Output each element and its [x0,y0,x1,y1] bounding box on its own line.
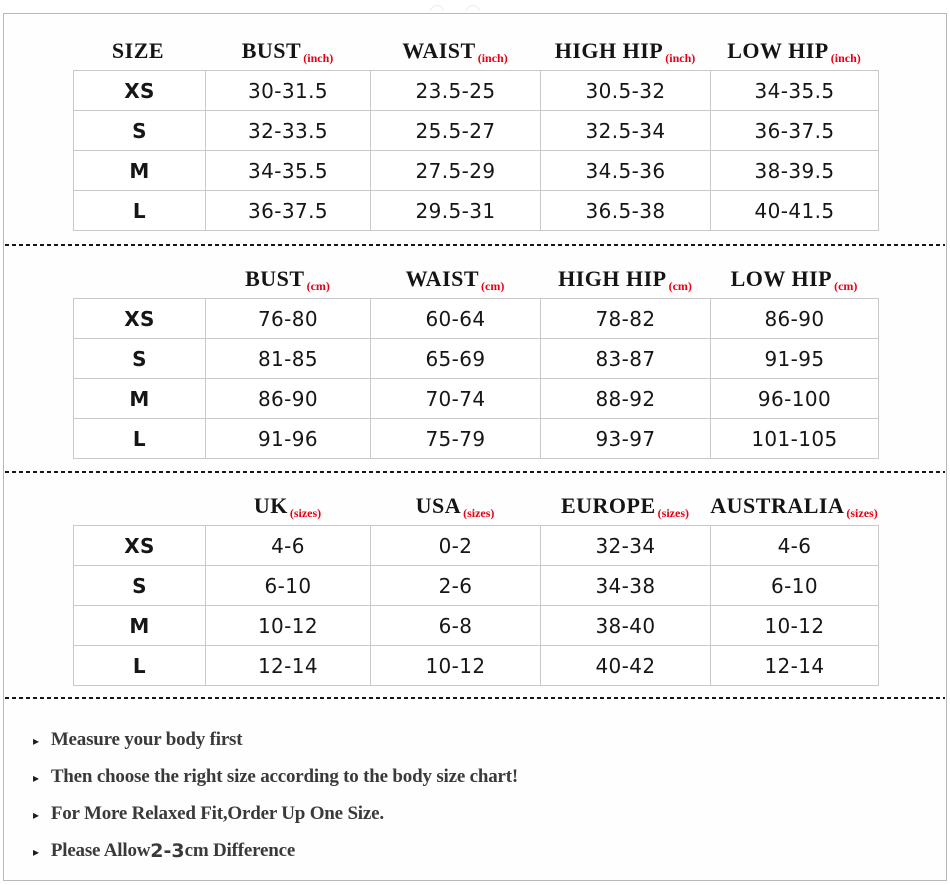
value-cell: 34.5-36 [541,151,711,191]
note-text: Then choose the right size according to the body size chart! [50,765,518,787]
table-row-l [74,646,879,686]
note-measure-first [33,721,878,758]
header-label: BUST [245,266,305,291]
value-cell: 36-37.5 [711,111,879,151]
table-row-s [74,339,879,379]
value-cell: 83-87 [541,339,711,379]
value-cell: 96-100 [711,379,879,419]
column-header-size [73,40,205,62]
value-cell: 6-8 [371,606,541,646]
value-cell: 38-39.5 [711,151,879,191]
note-text: Please Allow [50,839,151,861]
size-chart-frame [3,13,947,881]
size-cell: M [74,151,206,191]
column-header-usa [370,493,540,520]
value-cell: 88-92 [541,379,711,419]
value-cell: 81-85 [206,339,371,379]
section-body-size-inch [73,30,878,231]
value-cell: 38-40 [541,606,711,646]
column-header-bust-inch [205,38,370,65]
header-label: LOW HIP [730,266,833,291]
column-header-waist-inch [370,38,540,65]
header-unit: (cm) [481,279,505,293]
value-cell: 0-2 [371,526,541,566]
header-label: HIGH HIP [554,38,664,63]
header-unit: (cm) [306,279,330,293]
table-row-l [74,419,879,459]
note-highlight: 2-3 [150,839,185,862]
value-cell: 23.5-25 [371,71,541,111]
column-header-bust-cm [205,266,370,293]
dashed-divider [5,471,945,473]
header-unit: (cm) [668,279,692,293]
header-label: BUST [241,38,302,63]
header-label: AUSTRALIA [710,493,845,518]
dashed-divider [5,244,945,246]
header-unit: (sizes) [289,506,322,520]
size-cell: S [74,111,206,151]
column-header-high-hip-inch [540,38,710,65]
note-choose-size [33,758,878,795]
size-cell: M [74,379,206,419]
value-cell: 40-42 [541,646,711,686]
value-cell: 12-14 [206,646,371,686]
triangle-bullet-icon: ▸ [33,770,39,785]
value-cell: 34-35.5 [206,151,371,191]
size-cell: L [74,191,206,231]
value-cell: 4-6 [206,526,371,566]
table-row-xs [74,71,879,111]
value-cell: 30.5-32 [541,71,711,111]
size-cell: S [74,339,206,379]
header-label: LOW HIP [727,38,829,63]
table-row-s [74,566,879,606]
size-cell: M [74,606,206,646]
header-unit: (sizes) [846,506,878,520]
value-cell: 76-80 [206,299,371,339]
size-cell: XS [74,299,206,339]
value-cell: 86-90 [711,299,879,339]
value-cell: 93-97 [541,419,711,459]
note-relaxed-fit [33,795,878,832]
value-cell: 32-34 [541,526,711,566]
table-row-m [74,151,879,191]
size-cell: S [74,566,206,606]
header-unit: (sizes) [463,506,495,520]
value-cell: 70-74 [371,379,541,419]
value-cell: 10-12 [711,606,879,646]
header-unit: (inch) [830,51,861,65]
triangle-bullet-icon: ▸ [33,807,39,822]
size-cell: XS [74,526,206,566]
size-table-international [73,525,879,686]
value-cell: 86-90 [206,379,371,419]
value-cell: 75-79 [371,419,541,459]
note-text: Measure your body first [50,728,243,750]
header-unit: (inch) [477,51,508,65]
note-text: cm Difference [184,839,296,861]
value-cell: 32.5-34 [541,111,711,151]
value-cell: 34-38 [541,566,711,606]
notes-list [33,721,878,869]
header-unit: (sizes) [657,506,689,520]
size-cell: XS [74,71,206,111]
size-table-inch [73,70,879,231]
value-cell: 10-12 [371,646,541,686]
value-cell: 60-64 [371,299,541,339]
note-text: For More Relaxed Fit,Order Up One Size. [50,802,384,824]
header-label: SIZE [111,38,165,63]
value-cell: 32-33.5 [206,111,371,151]
column-header-low-hip-inch [710,38,878,65]
size-cell: L [74,419,206,459]
table-row-s [74,111,879,151]
note-difference [33,832,878,869]
value-cell: 6-10 [711,566,879,606]
column-header-low-hip-cm [710,266,878,293]
size-cell: L [74,646,206,686]
column-header-waist-cm [370,266,540,293]
section-body-size-cm [73,258,878,459]
column-header-high-hip-cm [540,266,710,293]
header-unit: (inch) [665,51,696,65]
header-label: EUROPE [560,493,656,518]
size-table-cm [73,298,879,459]
column-header-uk [205,493,370,520]
value-cell: 12-14 [711,646,879,686]
value-cell: 4-6 [711,526,879,566]
table-row-xs [74,526,879,566]
value-cell: 91-95 [711,339,879,379]
section-international-sizes [73,485,878,686]
value-cell: 2-6 [371,566,541,606]
triangle-bullet-icon: ▸ [33,733,39,748]
value-cell: 10-12 [206,606,371,646]
header-label: USA [415,493,462,518]
column-header-australia [710,493,878,520]
dashed-divider [5,697,945,699]
value-cell: 91-96 [206,419,371,459]
header-label: HIGH HIP [558,266,667,291]
header-label: WAIST [405,266,480,291]
value-cell: 27.5-29 [371,151,541,191]
table-row-m [74,606,879,646]
header-unit: (cm) [834,279,858,293]
table-row-l [74,191,879,231]
value-cell: 40-41.5 [711,191,879,231]
value-cell: 29.5-31 [371,191,541,231]
value-cell: 65-69 [371,339,541,379]
table-row-xs [74,299,879,339]
header-row-inch [73,30,878,65]
header-row-cm [73,258,878,293]
cropped-top-text [430,2,550,11]
header-unit: (inch) [303,51,334,65]
value-cell: 101-105 [711,419,879,459]
header-row-sizes [73,485,878,520]
value-cell: 78-82 [541,299,711,339]
triangle-bullet-icon: ▸ [33,844,39,859]
header-label: UK [253,493,288,518]
value-cell: 30-31.5 [206,71,371,111]
column-header-europe [540,493,710,520]
value-cell: 25.5-27 [371,111,541,151]
value-cell: 34-35.5 [711,71,879,111]
value-cell: 36-37.5 [206,191,371,231]
header-label: WAIST [402,38,476,63]
table-row-m [74,379,879,419]
value-cell: 6-10 [206,566,371,606]
value-cell: 36.5-38 [541,191,711,231]
